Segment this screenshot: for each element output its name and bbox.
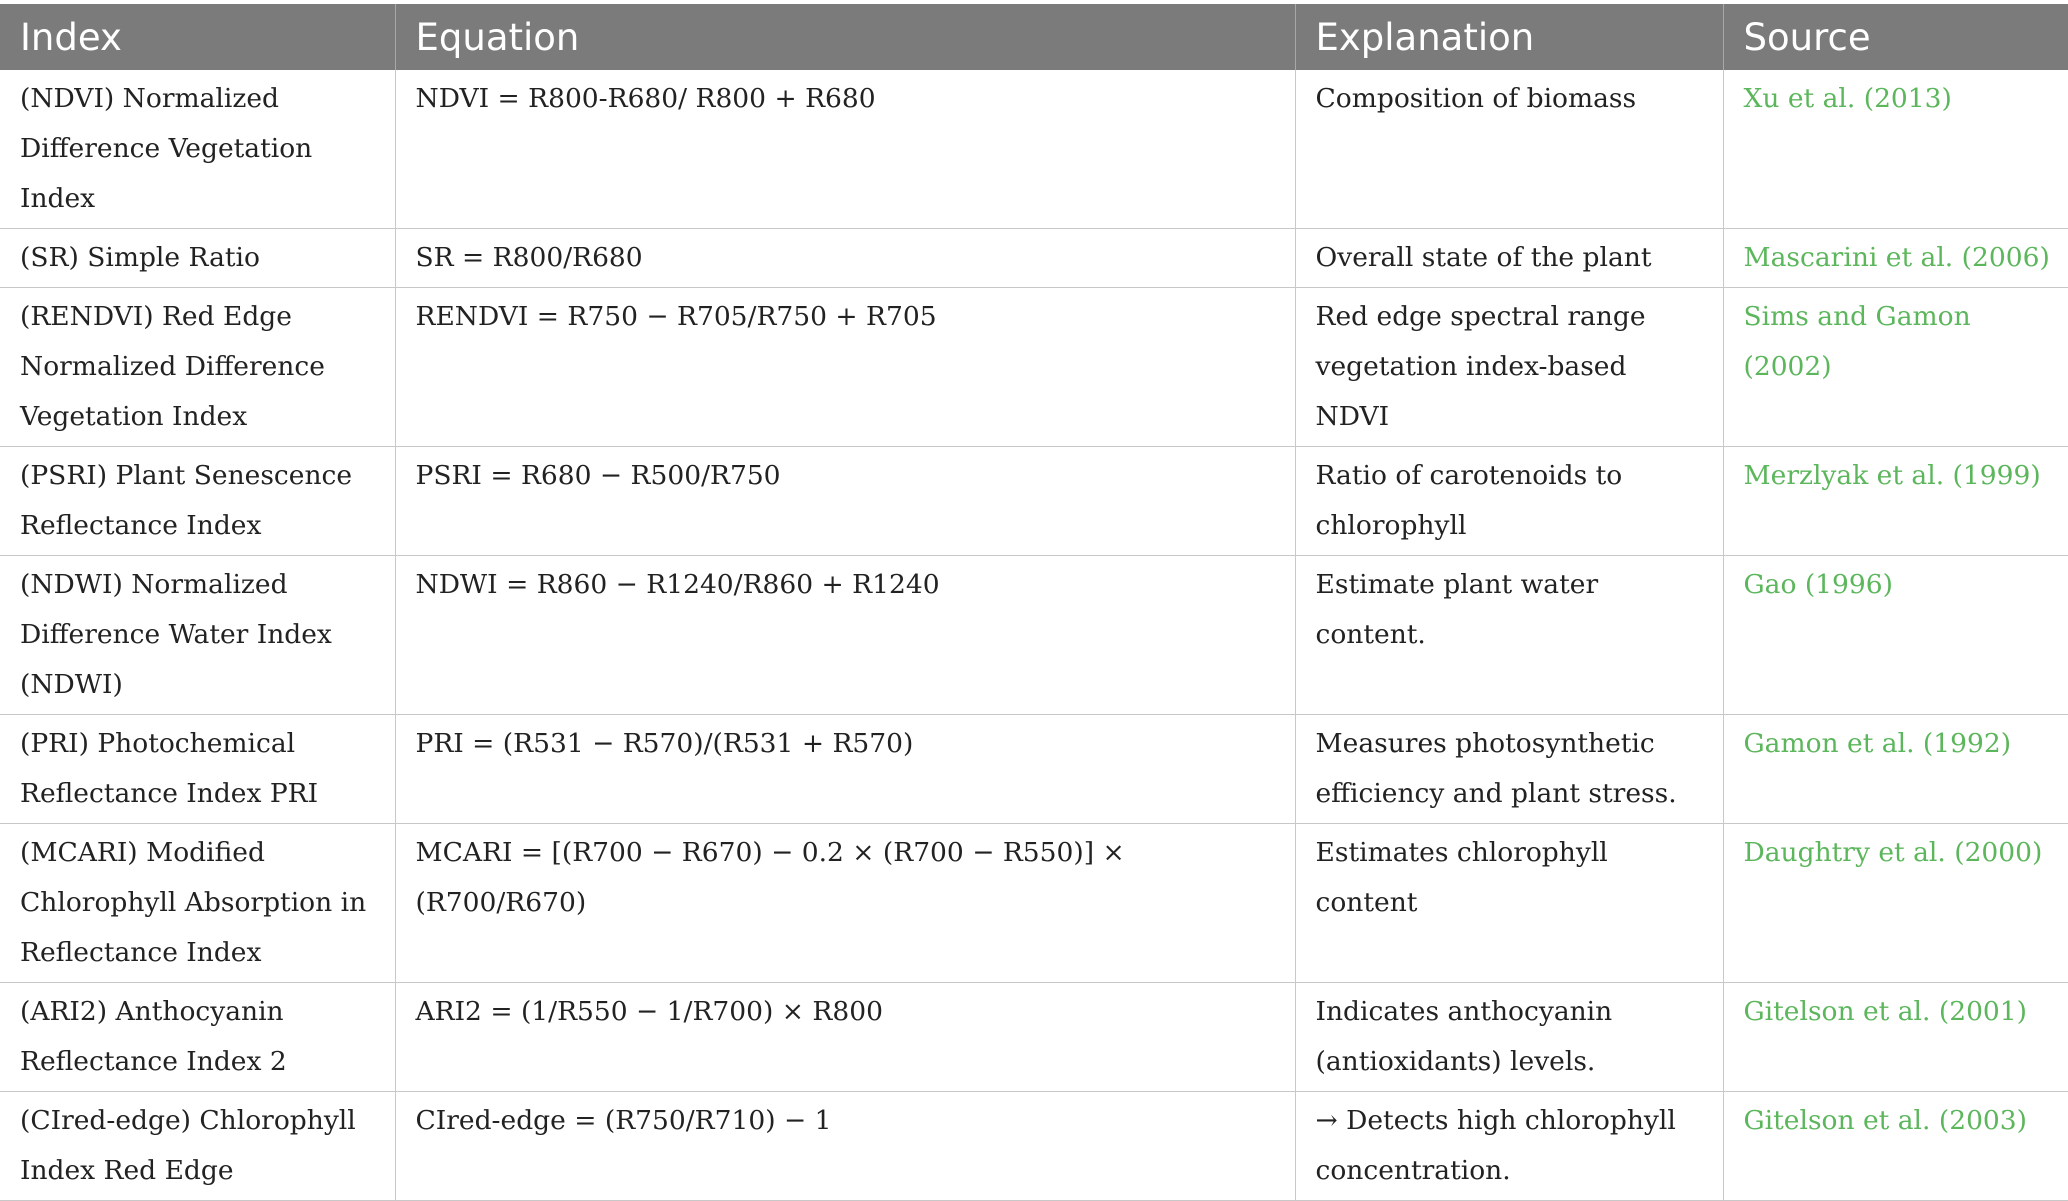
explanation-cell: Estimate plant water content. [1295,556,1723,715]
equation-cell: NDWI = R860 − R1240/R860 + R1240 [395,556,1295,715]
source-link[interactable]: Sims and Gamon (2002) [1723,288,2068,447]
explanation-cell: Measures photosynthetic efficiency and plant stress. [1295,715,1723,824]
index-cell: (RENDVI) Red Edge Normalized Difference Vegetation Index [0,288,395,447]
index-cell: (PRI) Photochemical Reflectance Index PRI [0,715,395,824]
index-cell: (ARI2) Anthocyanin Reflectance Index 2 [0,983,395,1092]
table-row [0,983,2068,1092]
table-row [0,1092,2068,1201]
table-row [0,288,2068,447]
index-cell: (NDWI) Normalized Difference Water Index (NDWI) [0,556,395,715]
explanation-cell: Ratio of carotenoids to chlorophyll [1295,447,1723,556]
table-header-row [0,4,2068,70]
source-link[interactable]: Merzlyak et al. (1999) [1723,447,2068,556]
explanation-cell: → Detects high chlorophyll concentration. [1295,1092,1723,1201]
source-link[interactable]: Gamon et al. (1992) [1723,715,2068,824]
source-link[interactable]: Daughtry et al. (2000) [1723,824,2068,983]
equation-cell: ARI2 = (1/R550 − 1/R700) × R800 [395,983,1295,1092]
header-explanation: Explanation [1295,4,1723,70]
equation-cell: MCARI = [(R700 − R670) − 0.2 × (R700 − R550)] × (R700/R670) [395,824,1295,983]
source-link[interactable]: Mascarini et al. (2006) [1723,229,2068,288]
index-cell: (CIred-edge) Chlorophyll Index Red Edge [0,1092,395,1201]
equation-cell: SR = R800/R680 [395,229,1295,288]
explanation-cell: Estimates chlorophyll content [1295,824,1723,983]
table-row [0,715,2068,824]
explanation-cell: Composition of biomass [1295,70,1723,229]
header-source: Source [1723,4,2068,70]
explanation-cell: Red edge spectral range vegetation index-based NDVI [1295,288,1723,447]
source-link[interactable]: Gao (1996) [1723,556,2068,715]
table-row [0,229,2068,288]
source-link[interactable]: Gitelson et al. (2003) [1723,1092,2068,1201]
header-index: Index [0,4,395,70]
source-link[interactable]: Gitelson et al. (2001) [1723,983,2068,1092]
explanation-cell: Indicates anthocyanin (antioxidants) levels. [1295,983,1723,1092]
equation-cell: CIred-edge = (R750/R710) − 1 [395,1092,1295,1201]
table-row [0,70,2068,229]
vegetation-index-table [0,4,2068,1201]
index-cell: (SR) Simple Ratio [0,229,395,288]
source-link[interactable]: Xu et al. (2013) [1723,70,2068,229]
table-row [0,556,2068,715]
explanation-cell: Overall state of the plant [1295,229,1723,288]
table-row [0,447,2068,556]
index-cell: (MCARI) Modified Chlorophyll Absorption in Reflectance Index [0,824,395,983]
index-cell: (NDVI) Normalized Difference Vegetation Index [0,70,395,229]
table-row [0,824,2068,983]
equation-cell: PRI = (R531 − R570)/(R531 + R570) [395,715,1295,824]
equation-cell: NDVI = R800-R680/ R800 + R680 [395,70,1295,229]
index-cell: (PSRI) Plant Senescence Reflectance Index [0,447,395,556]
header-equation: Equation [395,4,1295,70]
equation-cell: RENDVI = R750 − R705/R750 + R705 [395,288,1295,447]
equation-cell: PSRI = R680 − R500/R750 [395,447,1295,556]
